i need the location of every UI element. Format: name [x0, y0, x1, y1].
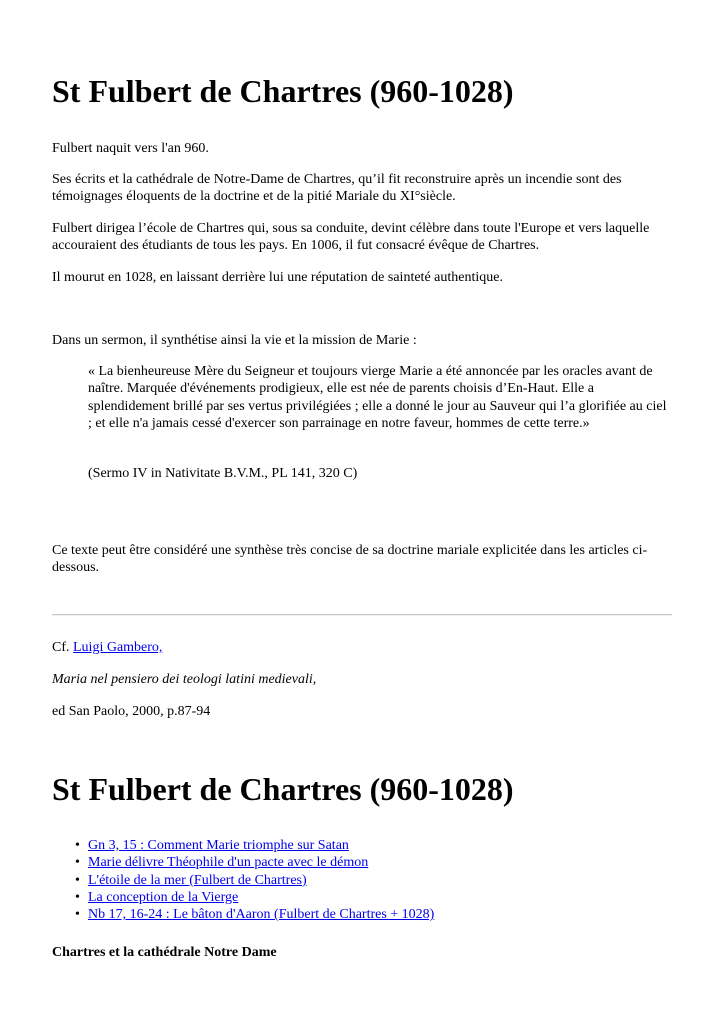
- reference-prefix: Cf.: [52, 640, 73, 655]
- paragraph-death: Il mourut en 1028, en laissant derrière lui une réputation de sainteté authentique.: [52, 270, 503, 285]
- list-item: [88, 854, 434, 871]
- list-item: [88, 906, 434, 923]
- page-title: St Fulbert de Chartres (960-1028): [52, 73, 514, 109]
- reference-line: [52, 639, 672, 656]
- article-link-baton[interactable]: Nb 17, 16-24 : Le bâton d'Aaron (Fulbert de Chartres + 1028): [88, 907, 435, 923]
- quote-source: (Sermo IV in Nativitate B.V.M., PL 141, 320 C): [88, 466, 358, 481]
- article-link-conception[interactable]: La conception de la Vierge: [88, 889, 239, 905]
- article-link-theophile[interactable]: Marie délivre Théophile d'un pacte avec le démon: [88, 855, 369, 871]
- list-item: [88, 837, 434, 854]
- article-link-etoile[interactable]: L'étoile de la mer (Fulbert de Chartres): [88, 872, 307, 888]
- conclusion-paragraph: Ce texte peut être considéré une synthèse très concise de sa doctrine mariale explicitée dans les articles ci-dessous.: [52, 543, 648, 575]
- list-item: [88, 889, 434, 906]
- paragraph-school: Fulbert dirigea l’école de Chartres qui, sous sa conduite, devint célèbre dans toute l'Europe et vers laquelle accouraient des étudiants de tous les pays. En 1006, il fut consacré évêque de Chartres.: [52, 221, 650, 253]
- sermon-quote: « La bienheureuse Mère du Seigneur et toujours vierge Marie a été annoncée par les oracles avant de naître. Marquée d'événements prodigieux, elle est née de parents choisis d’En-Haut. Elle a splendidement brillé par ses vertus privilégiées ; elle a donné le jour au Sauveur qui l’a glorifiée au ciel ; et elle n'a jamais cessé d'exercer son parrainage en notre faveur, hommes de cette terre.»: [88, 364, 667, 432]
- author-link[interactable]: Luigi Gambero,: [73, 640, 163, 655]
- section-title: St Fulbert de Chartres (960-1028): [52, 771, 514, 807]
- horizontal-divider: [52, 614, 672, 616]
- reference-book-title: Maria nel pensiero dei teologi latini medievali,: [52, 672, 317, 687]
- footer-heading: Chartres et la cathédrale Notre Dame: [52, 945, 277, 960]
- list-item: [88, 872, 434, 889]
- article-link-gn[interactable]: Gn 3, 15 : Comment Marie triomphe sur Satan: [88, 838, 349, 853]
- paragraph-writings: Ses écrits et la cathédrale de Notre-Dame de Chartres, qu’il fit reconstruire après un incendie sont des témoignages éloquents de la doctrine et de la pitié Mariale du XI°siècle.: [52, 172, 622, 204]
- reference-publisher: ed San Paolo, 2000, p.87-94: [52, 704, 211, 719]
- sermon-intro: Dans un sermon, il synthétise ainsi la vie et la mission de Marie :: [52, 333, 417, 348]
- paragraph-birth: Fulbert naquit vers l'an 960.: [52, 141, 209, 156]
- article-links-list: [52, 837, 434, 923]
